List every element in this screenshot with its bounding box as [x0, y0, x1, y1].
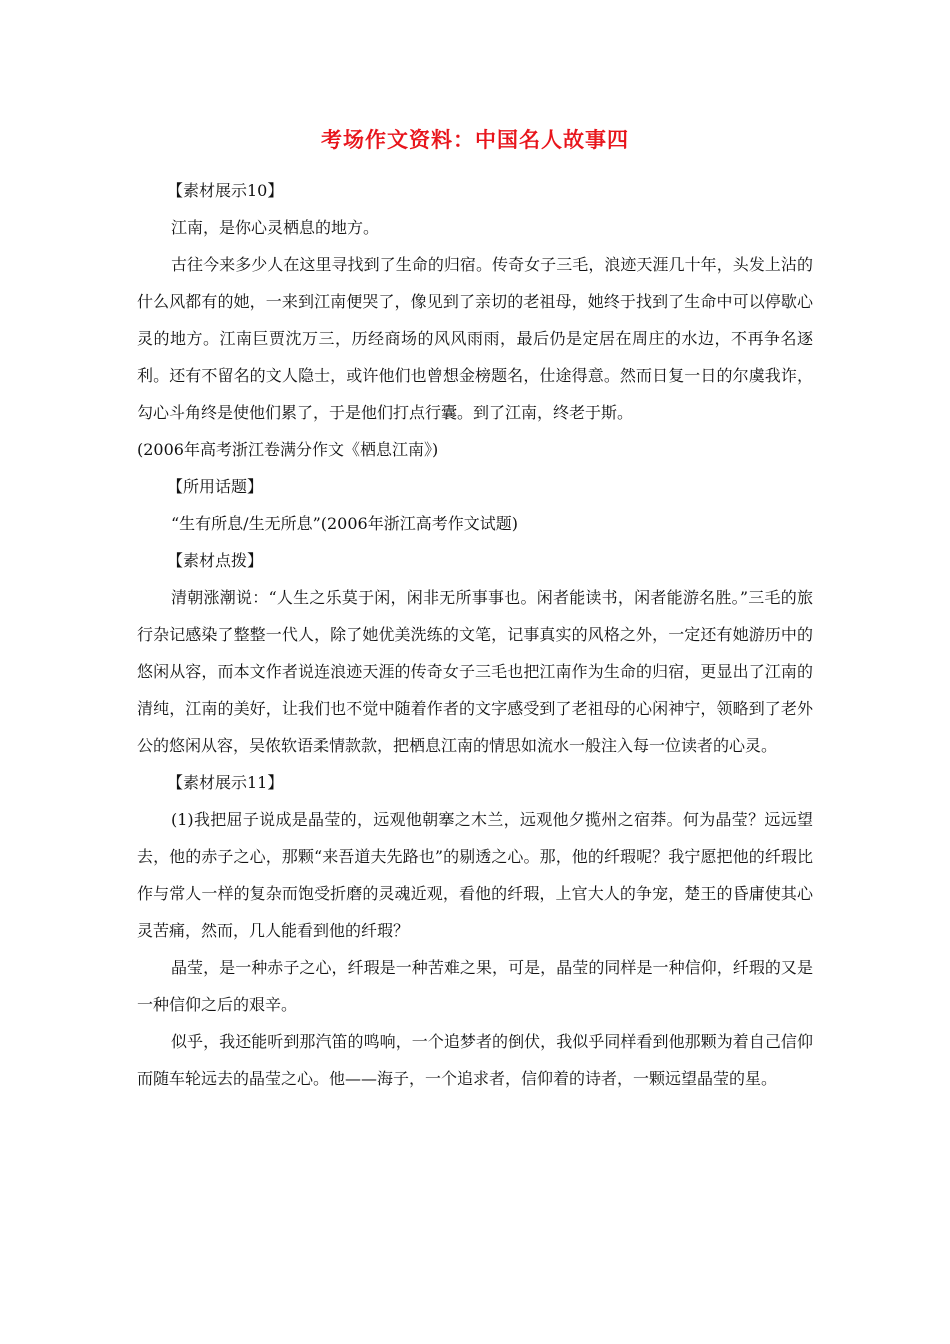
material-10-paragraph: 古往今来多少人在这里寻找到了生命的归宿。传奇女子三毛，浪迹天涯几十年，头发上沾的什么风都有的她，一来到江南便哭了，像见到了亲切的老祖母，她终于找到了生命中可以停歇心灵的地方。江南巨贾沈万三，历经商场的风风雨雨，最后仍是定居在周庄的水边，不再争名逐利。还有不留名的文人隐士，或许他们也曾想金榜题名，仕途得意。然而日复一日的尔虞我诈，勾心斗角终是使他们累了，于是他们打点行囊。到了江南，终老于斯。: [137, 255, 813, 422]
commentary-paragraph: 清朝涨潮说：“人生之乐莫于闲，闲非无所事事也。闲者能读书，闲者能游名胜。”三毛的旅行杂记感染了整整一代人，除了她优美洗练的文笔，记事真实的风格之外，一定还有她游历中的悠闲从容，而本文作者说连浪迹天涯的传奇女子三毛也把江南作为生命的归宿，更显出了江南的清纯，江南的美好，让我们也不觉中随着作者的文字感受到了老祖母的心闲神宁，领略到了老外公的悠闲从容，吴侬软语柔情款款，把栖息江南的情思如流水一般注入每一位读者的心灵。: [137, 588, 813, 755]
section-heading-material-10: 【素材展示10】: [167, 181, 284, 200]
material-11-paragraph-3: 似乎，我还能听到那汽笛的鸣响，一个追梦者的倒伏，我似乎同样看到他那颗为着自己信仰而随车轮远去的晶莹之心。他——海子，一个追求者，信仰着的诗者，一颗远望晶莹的星。: [137, 1032, 813, 1088]
material-10-intro: 江南，是你心灵栖息的地方。: [171, 218, 380, 237]
document-title: 考场作文资料：中国名人故事四: [321, 128, 629, 152]
section-heading-material-11: 【素材展示11】: [167, 773, 284, 792]
material-10-source: (2006年高考浙江卷满分作文《栖息江南》): [137, 440, 439, 459]
material-11-paragraph-1: (1)我把屈子说成是晶莹的，远观他朝搴之木兰，远观他夕揽州之宿莽。何为晶莹？远远望去，他的赤子之心，那颗“来吾道夫先路也”的剔透之心。那，他的纤瑕呢？我宁愿把他的纤瑕比作与常人一样的复杂而饱受折磨的灵魂近观，看他的纤瑕，上官大人的争宠，楚王的昏庸使其心灵苦痛，然而，几人能看到他的纤瑕？: [137, 810, 813, 940]
topic-text: “生有所息/生无所息”(2006年浙江高考作文试题): [171, 514, 518, 533]
document-body: [137, 172, 813, 1097]
section-heading-commentary: 【素材点拨】: [167, 551, 264, 570]
material-11-paragraph-2: 晶莹，是一种赤子之心，纤瑕是一种苦难之果，可是，晶莹的同样是一种信仰，纤瑕的又是一种信仰之后的艰辛。: [137, 958, 813, 1014]
section-heading-topic: 【所用话题】: [167, 477, 264, 496]
